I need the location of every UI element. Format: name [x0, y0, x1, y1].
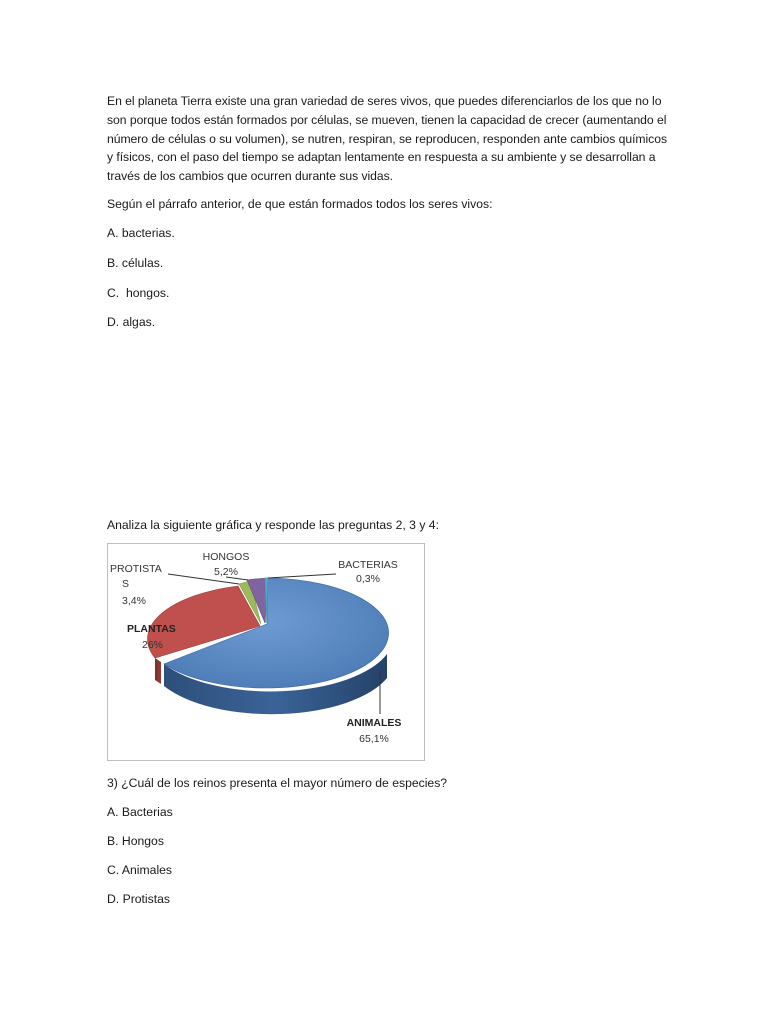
label-hongos-value: 5,2% — [214, 566, 238, 578]
question-1-option-c: C. hongos. — [107, 286, 170, 300]
label-animales-name: ANIMALES — [346, 717, 402, 729]
label-plantas-name: PLANTAS — [127, 623, 176, 635]
label-hongos-name: HONGOS — [202, 551, 250, 563]
question-3-option-b: B. Hongos — [107, 834, 164, 848]
label-bacterias-value: 0,3% — [356, 573, 380, 585]
question-3-option-d: D. Protistas — [107, 892, 170, 906]
pie-chart — [107, 543, 425, 761]
question-1-option-d: D. algas. — [107, 315, 156, 329]
label-protistas-name-2: S — [122, 578, 130, 590]
pie-chart-svg — [108, 544, 426, 762]
question-3-option-c: C. Animales — [107, 863, 173, 877]
label-plantas-value: 26% — [142, 639, 164, 651]
label-animales-value: 65,1% — [359, 733, 389, 745]
question-1-option-a: A. bacterias. — [107, 226, 175, 240]
label-protistas-name-1: PROTISTA — [110, 563, 162, 575]
label-bacterias-name: BACTERIAS — [338, 559, 398, 571]
label-protistas-value: 3,4% — [122, 595, 146, 607]
question-1-prompt: Según el párrafo anterior, de que están formados todos los seres vivos: — [107, 197, 493, 211]
question-3-prompt: 3) ¿Cuál de los reinos presenta el mayor número de especies? — [107, 776, 448, 790]
question-1-option-b: B. células. — [107, 256, 164, 270]
question-3-option-a: A. Bacterias — [107, 805, 173, 819]
slice-plantas-side — [155, 658, 161, 684]
chart-intro: Analiza la siguiente gráfica y responde las preguntas 2, 3 y 4: — [107, 518, 439, 532]
intro-paragraph: En el planeta Tierra existe una gran variedad de seres vivos, que puedes diferenciarlos de los que no lo son porque todos están formados por células, se mueven, tienen la capacidad de crecer (aumentando el número de células o su volumen), se nutren, respiran, se reproducen, responden ante cambios químicos y físicos, con el paso del tiempo se adaptan lentamente en respuesta a su ambiente y se desarrollan a través de los cambios que ocurren durante sus vidas. — [107, 94, 668, 184]
leader-line-bacterias — [268, 574, 336, 578]
